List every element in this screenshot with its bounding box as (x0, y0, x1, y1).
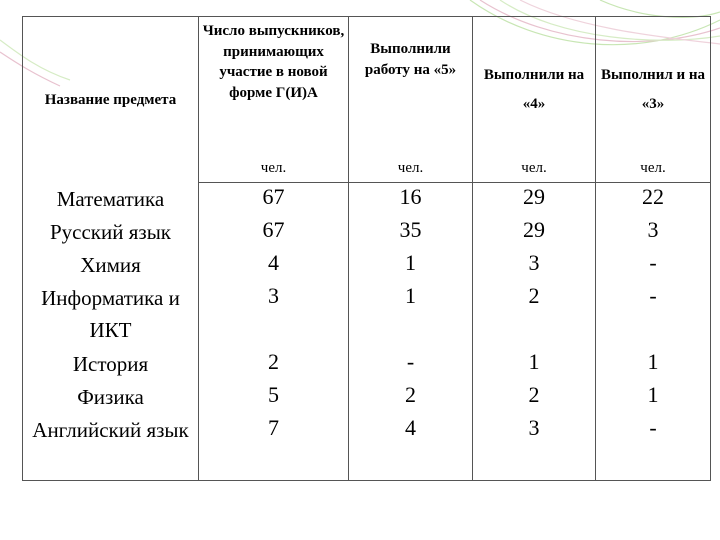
grade5-cell: 1 (349, 249, 473, 282)
grade4-cell: 29 (473, 183, 596, 217)
grade5-cell: 35 (349, 216, 473, 249)
subject-cell: Информатика и ИКТ (23, 282, 199, 348)
header-row (23, 17, 711, 156)
participants-cell: 7 (199, 414, 349, 481)
table-row (23, 414, 711, 481)
table-row (23, 282, 711, 348)
grade3-cell: 1 (596, 381, 711, 414)
results-table (22, 16, 711, 481)
participants-cell: 3 (199, 282, 349, 348)
unit-grade3: чел. (596, 155, 711, 183)
unit-participants: чел. (199, 155, 349, 183)
grade3-cell: 3 (596, 216, 711, 249)
unit-grade4: чел. (473, 155, 596, 183)
header-grade5: Выполнили работу на «5» (349, 17, 473, 156)
grade5-cell: 4 (349, 414, 473, 481)
header-subject: Название предмета (23, 17, 199, 183)
participants-cell: 5 (199, 381, 349, 414)
table-row (23, 183, 711, 217)
grade5-cell: 2 (349, 381, 473, 414)
subject-cell: Английский язык (23, 414, 199, 481)
participants-cell: 4 (199, 249, 349, 282)
header-grade4: Выполнили на «4» (473, 17, 596, 156)
grade4-cell: 3 (473, 414, 596, 481)
table-row (23, 348, 711, 381)
table-row (23, 381, 711, 414)
subject-cell: Химия (23, 249, 199, 282)
grade4-cell: 2 (473, 381, 596, 414)
grade3-cell: 22 (596, 183, 711, 217)
grade3-cell: - (596, 249, 711, 282)
grade4-cell: 2 (473, 282, 596, 348)
table-row (23, 249, 711, 282)
header-participants: Число выпускников, принимающих участие в новой форме Г(И)А (199, 17, 349, 156)
table-row (23, 216, 711, 249)
grade3-cell: - (596, 414, 711, 481)
unit-grade5: чел. (349, 155, 473, 183)
grade5-cell: 16 (349, 183, 473, 217)
grade3-cell: - (596, 282, 711, 348)
subject-cell: История (23, 348, 199, 381)
participants-cell: 2 (199, 348, 349, 381)
grade5-cell: 1 (349, 282, 473, 348)
subject-cell: Физика (23, 381, 199, 414)
grade5-cell: - (349, 348, 473, 381)
header-grade3: Выполнил и на «3» (596, 17, 711, 156)
subject-cell: Русский язык (23, 216, 199, 249)
grade3-cell: 1 (596, 348, 711, 381)
subject-cell: Математика (23, 183, 199, 217)
grade4-cell: 1 (473, 348, 596, 381)
grade4-cell: 3 (473, 249, 596, 282)
grade4-cell: 29 (473, 216, 596, 249)
participants-cell: 67 (199, 183, 349, 217)
participants-cell: 67 (199, 216, 349, 249)
